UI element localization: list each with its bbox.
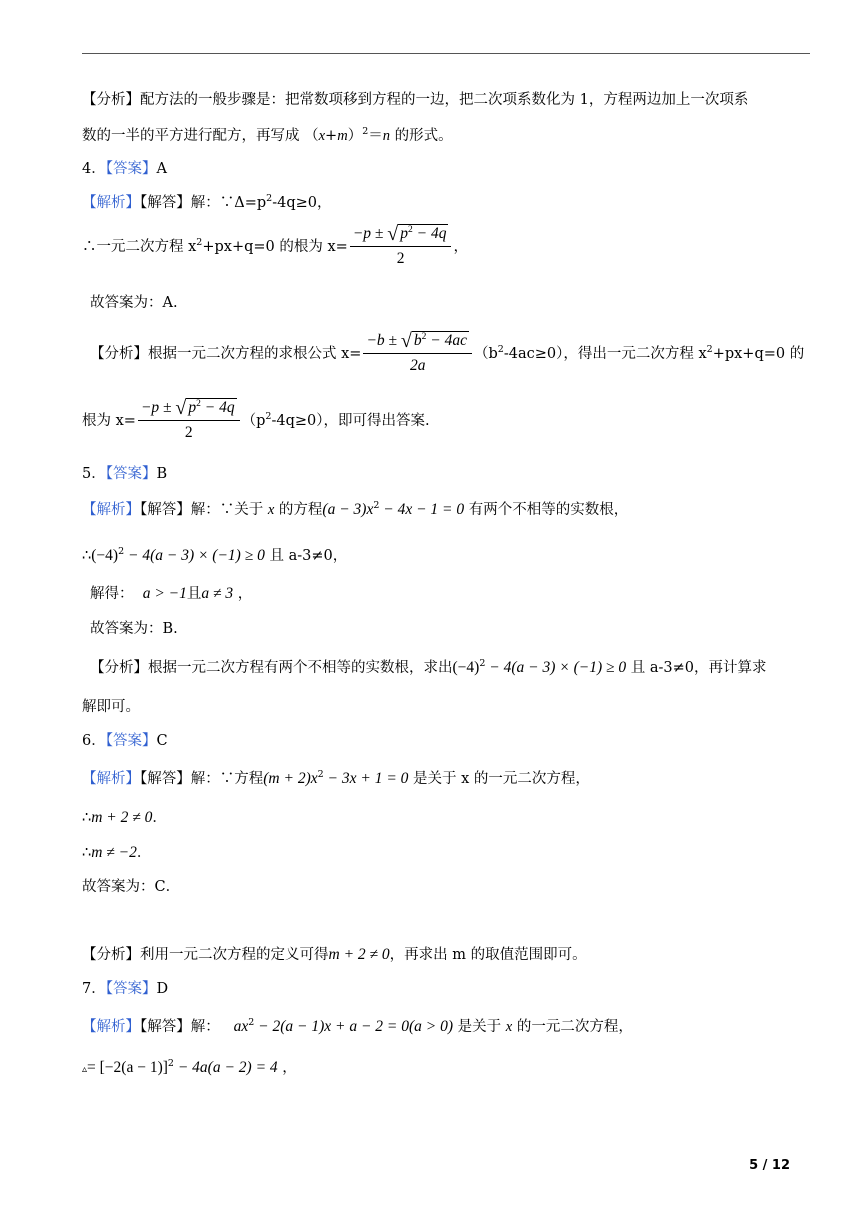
q4-analysis-line1: 【分析】根据一元二次方程的求根公式 x= $\frac{-b \pm √ b^2 - 4ac}{2a}$ $(b^2-4ac\ge 0)$，得出一元二次方程 $x^2+px+q=0$ 的 bbox=[90, 328, 804, 380]
sec3-line2: 数的一半的平方进行配方，再写成 $(x+m)^2=n$ 的形式。 bbox=[82, 126, 453, 144]
q6-answer: 6．【答案】C bbox=[82, 733, 168, 749]
q7-answer: 7．【答案】D bbox=[82, 981, 169, 997]
analysis-tag: 【分析】 bbox=[82, 947, 140, 963]
q5-analysis-line1: 【分析】根据一元二次方程有两个不相等的实数根，求出$(-4)^2 - 4(a - 3) \times (-1) \ge 0$ 且 a-3≠0，再计算求 bbox=[90, 658, 767, 676]
q6-analysis: 【分析】利用一元二次方程的定义可得m + 2 ≠ 0，再求出 m 的取值范围即可。 bbox=[82, 946, 587, 963]
q7-solution-line2: ▵= $[-2(a - 1)]^2 - 4a(a - 2) = 4$ ， bbox=[82, 1058, 297, 1076]
jiexi-tag: 【解析】 bbox=[82, 502, 140, 518]
root-fraction: $\frac{-p \pm √ p^2 - 4q}{2}$ bbox=[350, 223, 452, 271]
answer-tag: 【答案】 bbox=[105, 161, 157, 177]
q5-solution-line3: 解得： a > −1且a ≠ 3 ， bbox=[90, 585, 253, 602]
q4-analysis-line2: 根为 x= $\frac{-p \pm √ p^2 - 4q}{2}$ $(p^2-4q\ge 0)$，即可得出答案. bbox=[82, 396, 430, 446]
jiexi-tag: 【解析】 bbox=[82, 1019, 140, 1035]
q5-analysis-line2: 解即可。 bbox=[82, 699, 140, 715]
triangle-delta-icon: ▵ bbox=[82, 1064, 88, 1075]
q4-answer: 4．【答案】A bbox=[82, 161, 167, 177]
analysis-tag: 【分析】 bbox=[90, 346, 148, 362]
q5-solution-line2: $\therefore(-4)^2 - 4(a - 3) \times (-1) \ge 0$ 且 a-3≠0， bbox=[82, 546, 348, 564]
q4-conclusion: 故答案为：A. bbox=[90, 295, 178, 311]
root-fraction-2: $\frac{-p \pm √ p^2 - 4q}{2}$ bbox=[138, 397, 240, 445]
q5-answer: 5．【答案】B bbox=[82, 466, 168, 482]
analysis-tag: 【分析】 bbox=[90, 660, 148, 676]
q5-solution-line1: 【解析】【解答】解：∵关于 x 的方程$(a - 3)x^2 - 4x - 1 = 0$ 有两个不相等的实数根， bbox=[82, 500, 629, 518]
answer-tag: 【答案】 bbox=[105, 981, 157, 997]
q6-solution-line1: 【解析】【解答】解：∵方程$(m + 2)x^2 - 3x + 1 = 0$ 是关于 x 的一元二次方程， bbox=[82, 769, 590, 787]
q7-solution-line1: 【解析】【解答】解： $ax^2 - 2(a - 1)x + a - 2 = 0(a > 0)$ 是关于 x 的一元二次方程， bbox=[82, 1017, 633, 1035]
q4-solution-line2: ∴一元二次方程 $x^2+px+q=0$ 的根为 x= $\frac{-p \pm √ p^2 - 4q}{2}$ ， bbox=[82, 222, 468, 272]
q6-conclusion: 故答案为：C． bbox=[82, 879, 181, 895]
q6-solution-line2: ∴m + 2 ≠ 0． bbox=[82, 809, 167, 826]
analysis-tag: 【分析】 bbox=[82, 92, 140, 108]
q4-solution-line1: 【解析】【解答】解：$\because\Delta=p^2-4q\ge 0$， bbox=[82, 193, 332, 211]
jiexi-tag: 【解析】 bbox=[82, 771, 140, 787]
jiexi-tag: 【解析】 bbox=[82, 195, 140, 211]
q5-conclusion: 故答案为：B. bbox=[90, 621, 178, 637]
quadratic-formula: $\frac{-b \pm √ b^2 - 4ac}{2a}$ bbox=[363, 330, 472, 378]
header-rule bbox=[82, 53, 810, 54]
q6-solution-line3: ∴m ≠ −2． bbox=[82, 844, 152, 861]
sec3-line1: 【分析】配方法的一般步骤是：把常数项移到方程的一边，把二次项系数化为 1，方程两边加上一次项系 bbox=[82, 92, 749, 108]
page-number: 5 / 12 bbox=[749, 1158, 790, 1173]
answer-tag: 【答案】 bbox=[105, 733, 157, 749]
answer-tag: 【答案】 bbox=[105, 466, 157, 482]
